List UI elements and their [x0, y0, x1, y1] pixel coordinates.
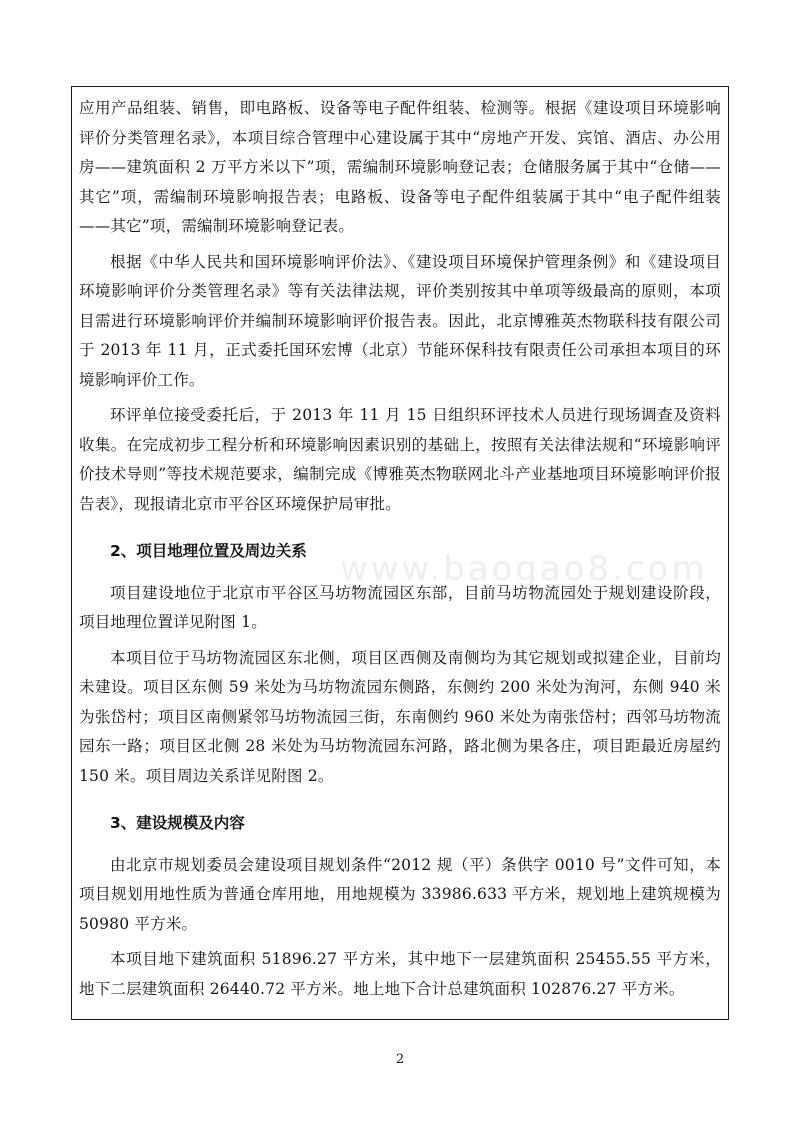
- paragraph-classification: 应用产品组装、销售，即电路板、设备等电子配件组装、检测等。根据《建设项目环境影响评价分类管理名录》，本项目综合管理中心建设属于其中“房地产开发、宾馆、酒店、办公用房——建筑面积 2 万平方米以下”项，需编制环境影响登记表；仓储服务属于其中“仓储——其它”项，需编制环境影响报告表；电路板、设备等电子配件组装属于其中“电子配件组装——其它”项，需编制环境影响登记表。: [79, 99, 721, 235]
- paragraph-location: 项目建设地位于北京市平谷区马坊物流园区东部，目前马坊物流园处于规划建设阶段，项目地理位置详见附图 1。: [79, 583, 721, 631]
- section-heading-scale: 3、建设规模及内容: [110, 814, 245, 832]
- page-number: 2: [395, 1052, 405, 1067]
- paragraph-eia-process: 环评单位接受委托后，于 2013 年 11 月 15 日组织环评技术人员进行现场调查及资料收集。在完成初步工程分析和环境影响因素识别的基础上，按照有关法律法规和“环境影响评价技术导则”等技术规范要求，编制完成《博雅英杰物联网北斗产业基地项目环境影响评价报告表》，现报请北京市平谷区环境保护局审批。: [79, 406, 721, 513]
- document-body: [79, 94, 721, 1004]
- paragraph-surroundings: 本项目位于马坊物流园区东北侧，项目区西侧及南侧均为其它规划或拟建企业，目前均未建设。项目区东侧 59 米处为马坊物流园东侧路，东侧约 200 米处为洵河，东侧 940 米为张岱村；项目区南侧紧邻马坊物流园三街，东南侧约 960 米处为南张岱村；西邻马坊物流园东一路；项目区北侧 28 米处为马坊物流园东河路，路北侧为果各庄，项目距最近房屋约 150 米。项目周边关系详见附图 2。: [79, 648, 721, 785]
- paragraph-legal-basis: 根据《中华人民共和国环境影响评价法》、《建设项目环境保护管理条例》和《建设项目环境影响评价分类管理名录》等有关法律法规，评价类别按其中单项等级最高的原则，本项目需进行环境影响评价并编制环境影响评价报告表。因此，北京博雅英杰物联科技有限公司于 2013 年 11 月，正式委托国环宏博（北京）节能环保科技有限责任公司承担本项目的环境影响评价工作。: [79, 252, 721, 389]
- watermark: www.baogao8.com: [340, 549, 708, 589]
- paragraph-planning-conditions: 由北京市规划委员会建设项目规划条件“2012 规（平）条供字 0010 号”文件可知，本项目规划用地性质为普通仓库用地，用地规模为 33986.633 平方米，规划地上建筑规模为 50980 平方米。: [79, 855, 721, 933]
- paragraph-building-area: 本项目地下建筑面积 51896.27 平方米，其中地下一层建筑面积 25455.55 平方米，地下二层建筑面积 26440.72 平方米。地上地下合计总建筑面积 102876.27 平方米。: [79, 950, 721, 998]
- section-heading-location: 2、项目地理位置及周边关系: [110, 542, 307, 560]
